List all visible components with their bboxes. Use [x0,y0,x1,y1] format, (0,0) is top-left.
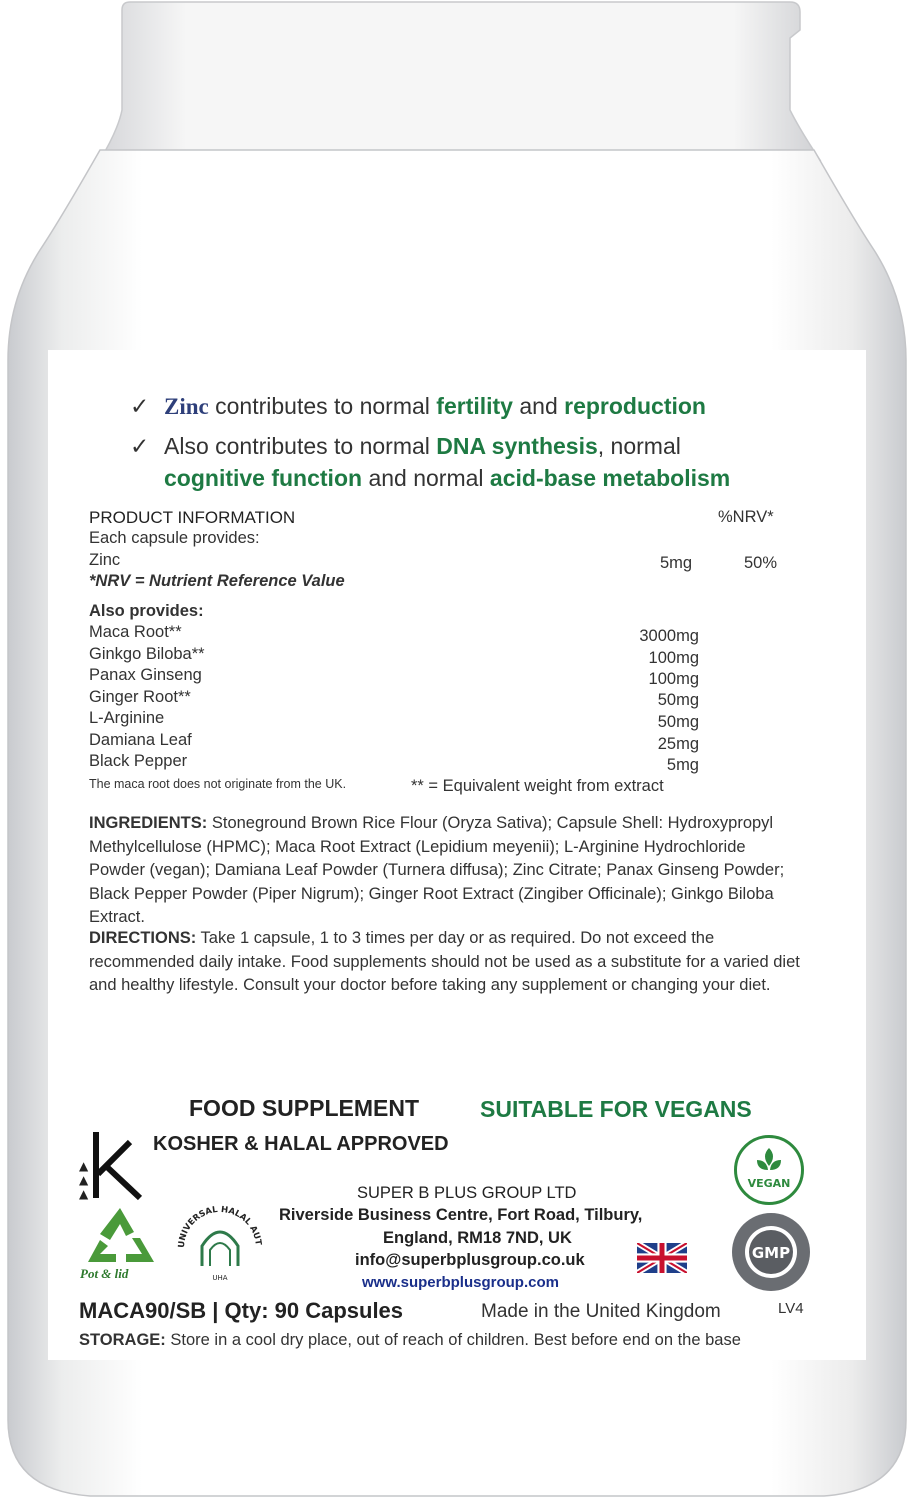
svg-text:▲: ▲ [79,1187,89,1201]
list-item: L-Arginine [89,709,165,727]
vegan-leaf-graphic [737,1138,801,1202]
also-provides: Also provides: [89,602,204,620]
origin-note: The maca root does not originate from the UK. [89,777,347,791]
zinc-nrv: 50% [744,554,778,572]
sku-qty: MACA90/SB | Qty: 90 Capsules [79,1298,404,1323]
pot-lid-label: Pot & lid [80,1266,129,1281]
check-icon: ✓ [130,433,150,459]
list-item-amount: 3000mg [639,627,699,645]
nrv-header: %NRV* [718,508,774,526]
food-supplement: FOOD SUPPLEMENT [189,1095,420,1121]
product-info-title: PRODUCT INFORMATION [89,508,296,527]
list-item-amount: 100mg [648,670,699,688]
benefit-dna: Also contributes to normal DNA synthesis, normal [164,433,681,459]
ingredients: INGREDIENTS: Stoneground Brown Rice Flour (Oryza Sativa); Capsule Shell: Hydroxypropyl Methylcellulose (HPMC); Maca Root Extract (Lepidium meyenii); L-Arginine Hydrochloride Powder (vegan); Damiana Leaf Powder (Turnera diffusa); Zinc Citrate; Panax Ginseng Powder; Black Pepper Powder (Piper Nigrum); Ginger Root Extract (Zingiber Officinale); Ginkgo Biloba Extract. [89,814,785,926]
kosher-halal: KOSHER & HALAL APPROVED [153,1133,449,1155]
uk-flag-graphic [637,1243,687,1273]
kosher-logo-graphic [76,1124,148,1202]
list-item: Maca Root** [89,623,182,641]
list-item-amount: 25mg [657,735,699,753]
email-link[interactable]: info@superbplusgroup.co.uk [355,1251,585,1269]
extract-note: ** = Equivalent weight from extract [411,777,664,795]
gmp-badge-icon [732,1213,810,1291]
address-line1: Riverside Business Centre, Fort Road, Tilbury, [279,1206,643,1224]
svg-text:▲: ▲ [79,1173,89,1187]
gmp-graphic [732,1213,810,1291]
vegan-badge-icon [734,1135,804,1205]
kosher-logo-icon [76,1124,148,1202]
list-item: Black Pepper [89,752,188,770]
made-in: Made in the United Kingdom [481,1301,721,1322]
list-item: Panax Ginseng [89,666,202,684]
svg-text:UHA: UHA [212,1274,228,1282]
zinc-amount: 5mg [660,554,693,572]
list-item-amount: 5mg [666,756,699,774]
halal-graphic [170,1196,270,1288]
nrv-note: *NRV = Nutrient Reference Value [89,572,345,590]
svg-text:▲: ▲ [79,1159,89,1173]
benefit-zinc: Zinc contributes to normal fertility and reproduction [164,393,706,419]
list-item: Ginkgo Biloba** [89,645,205,663]
list-item-amount: 100mg [648,649,699,667]
list-item-amount: 50mg [657,691,699,709]
svg-text:VEGAN: VEGAN [747,1177,791,1190]
benefit-cognitive: cognitive function and normal acid-base metabolism [164,465,731,491]
zinc-name: Zinc [89,551,121,569]
halal-logo-icon [170,1196,270,1288]
storage: STORAGE: Store in a cool dry place, out of reach of children. Best before end on the base [79,1331,741,1349]
version-code: LV4 [778,1300,804,1317]
each-capsule: Each capsule provides: [89,529,260,547]
uk-flag-icon [637,1243,687,1273]
svg-text:GMP: GMP [751,1244,791,1262]
list-item: Ginger Root** [89,688,191,706]
website-link[interactable]: www.superbplusgroup.com [362,1274,559,1291]
list-item: Damiana Leaf [89,731,192,749]
company-name: SUPER B PLUS GROUP LTD [357,1184,577,1202]
svg-text:UNIVERSAL HALAL AUTHORITY: UNIVERSAL HALAL AUT [176,1204,263,1249]
suitable-for-vegans: SUITABLE FOR VEGANS [480,1096,752,1122]
recycle-graphic [80,1204,160,1266]
list-item-amount: 50mg [657,713,699,731]
address-line2: England, RM18 7ND, UK [383,1229,572,1247]
check-icon: ✓ [130,393,150,419]
recycle-icon [80,1204,160,1284]
directions: DIRECTIONS: Take 1 capsule, 1 to 3 times per day or as required. Do not exceed the recommended daily intake. Food supplements should not be used as a substitute for a varied diet and healthy lifestyle. Consult your doctor before taking any supplement or changing your diet. [89,929,800,994]
